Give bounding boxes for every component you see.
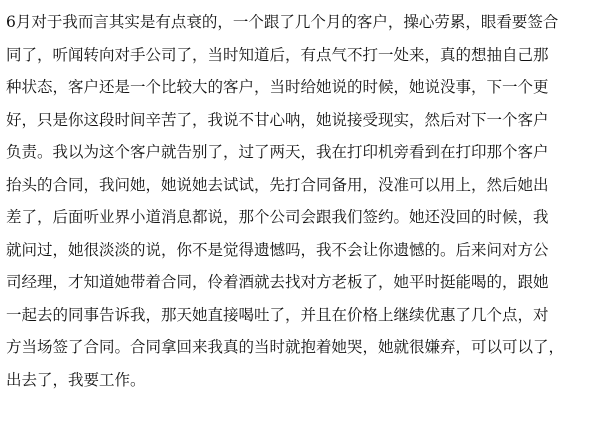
text-line: 司经理，才知道她带着合同，伶着酒就去找对方老板了，她平时挺能喝的，跟她 [6,273,549,291]
text-line: 就问过，她很淡淡的说，你不是觉得遗憾吗，我不会让你遗憾的。后来问对方公 [6,240,549,259]
text-line: 差了，后面听业界小道消息都说，那个公司会跟我们签约。她还没回的时候，我 [6,208,549,226]
text-line: 抬头的合同，我问她，她说她去试试，先打合同备用，没准可以用上，然后她出 [6,175,549,194]
story-paragraph [6,6,594,396]
text-line: 好，只是你这段时间辛苦了，我说不甘心呐，她说接受现实，然后对下一个客户 [6,110,549,129]
text-line: 6月对于我而言其实是有点衰的，一个跟了几个月的客户，操心劳累，眼看要签合 [6,13,559,31]
text-line: 方当场签了合同。合同拿回来我真的当时就抱着她哭，她就很嫌弃，可以可以了， [6,338,565,356]
text-line: 同了，听闻转向对手公司了，当时知道后，有点气不打一处来，真的想抽自己那 [6,45,549,64]
text-line: 负责。我以为这个客户就告别了，过了两天，我在打印机旁看到在打印那个客户 [6,143,549,161]
text-line: 一起去的同事告诉我，那天她直接喝吐了，并且在价格上继续优惠了几个点，对 [6,305,549,324]
text-line: 出去了，我要工作。 [6,370,146,389]
text-line: 种状态，客户还是一个比较大的客户，当时给她说的时候，她说没事，下一个更 [6,78,549,96]
